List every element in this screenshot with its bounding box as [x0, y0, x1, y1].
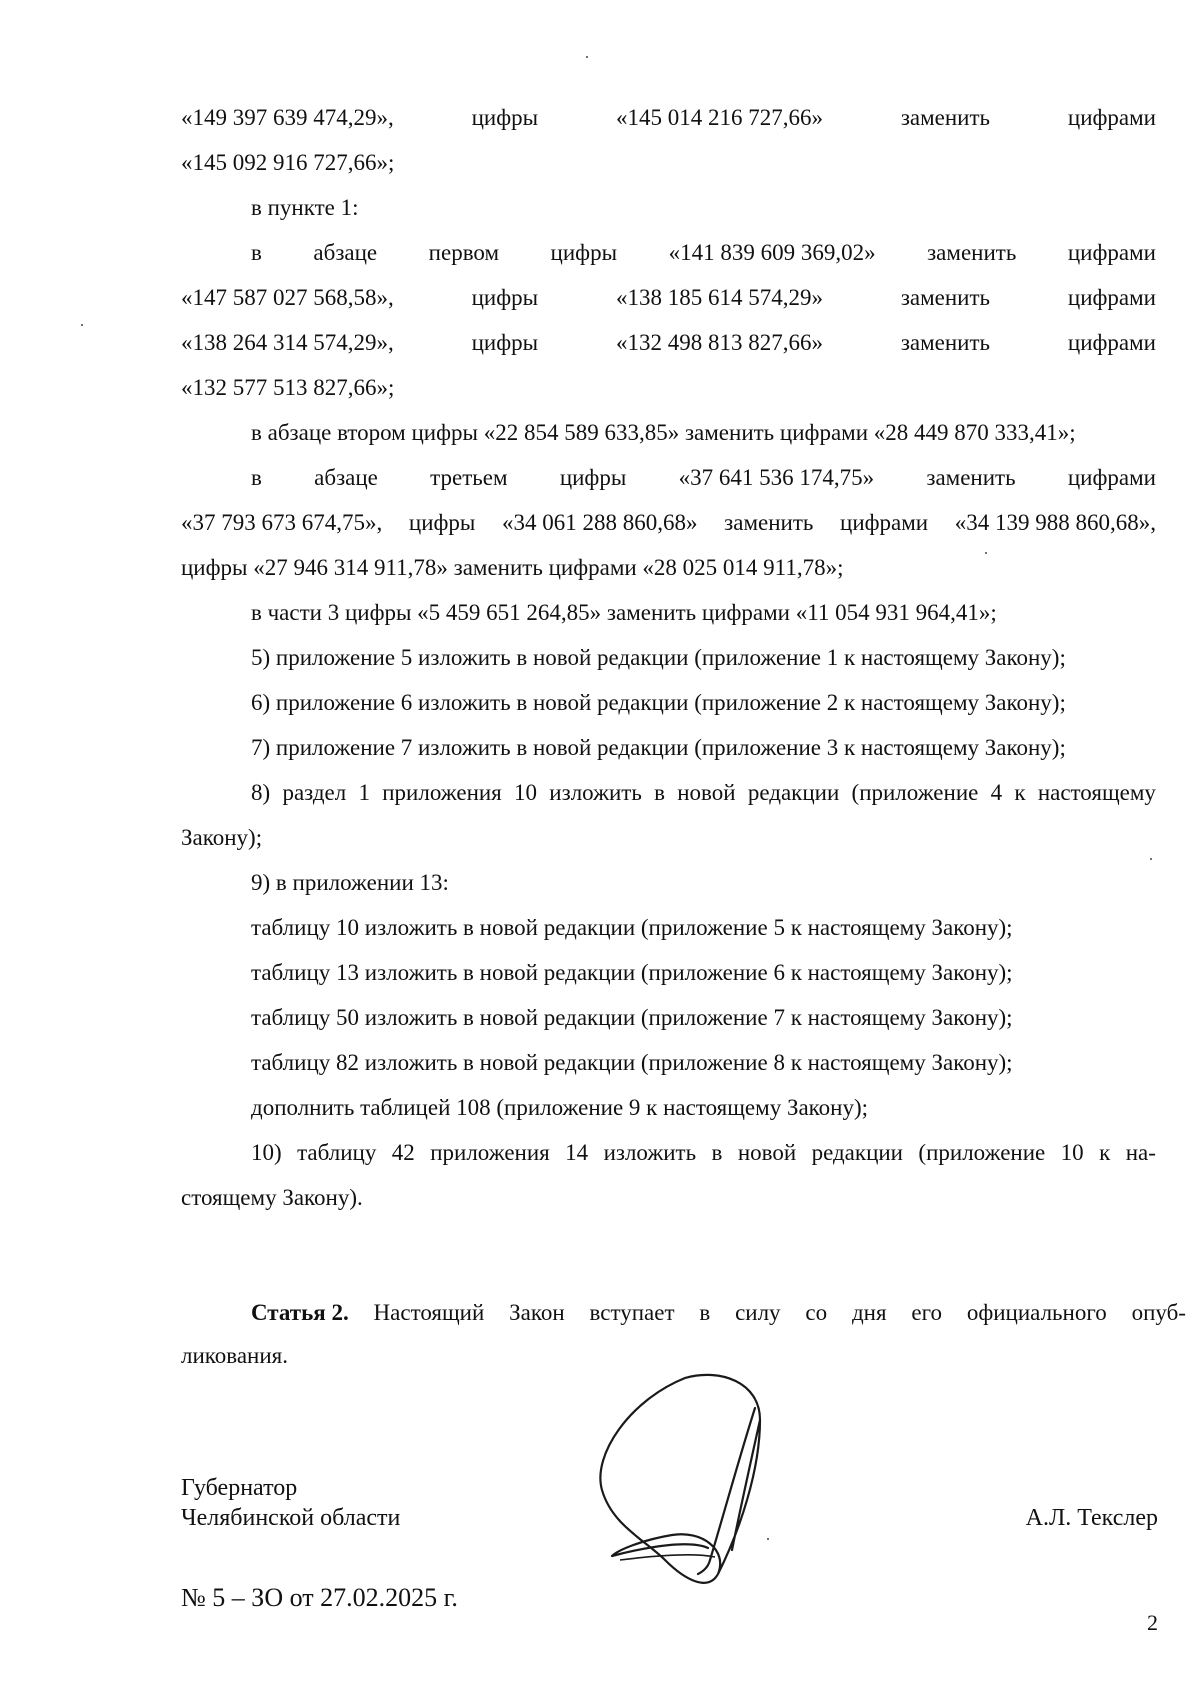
- body-word: заменить: [926, 465, 1016, 490]
- body-word: «34 061 288 860,68»: [502, 510, 698, 535]
- body-word: цифрами: [1067, 240, 1156, 265]
- body-word: «37 641 536 174,75»: [678, 465, 875, 490]
- body-line: таблицу 13 изложить в новой редакции (приложение 6 к настоящему Закону);: [251, 960, 1013, 985]
- body-word: редакции: [747, 780, 840, 805]
- body-word: цифры: [550, 240, 618, 265]
- body-line: 5) приложение 5 изложить в новой редакции (приложение 1 к настоящему Закону);: [251, 645, 1066, 670]
- body-word: в: [711, 1140, 723, 1165]
- body-word: «34 139 988 860,68»,: [954, 510, 1156, 535]
- body-word: изложить: [549, 780, 642, 805]
- governor-title-line2: Челябинской области: [181, 1505, 401, 1531]
- governor-name: А.Л. Текслер: [1025, 1505, 1158, 1531]
- body-line: [181, 508, 1156, 538]
- body-line: [251, 778, 1156, 808]
- body-word: цифры: [559, 465, 627, 490]
- law-number-date: № 5 – ЗО от 27.02.2025 г.: [181, 1583, 458, 1612]
- body-word: «138 185 614 574,29»: [615, 285, 823, 310]
- body-word: 10: [514, 780, 538, 805]
- body-word: настоящему: [1037, 780, 1156, 805]
- body-line: дополнить таблицей 108 (приложение 9 к настоящему Закону);: [251, 1095, 869, 1120]
- body-line: [251, 1138, 1156, 1168]
- article-2-word: в: [699, 1300, 711, 1325]
- body-word: цифрами: [1067, 330, 1156, 355]
- scan-speck: [586, 56, 588, 58]
- body-line: цифры «27 946 314 911,78» заменить цифрами «28 025 014 911,78»;: [181, 555, 844, 580]
- scan-speck: [1150, 858, 1152, 860]
- body-word: новой: [737, 1140, 797, 1165]
- body-word: заменить: [927, 240, 1017, 265]
- body-word: 4: [990, 780, 1003, 805]
- body-word: заменить: [900, 105, 991, 130]
- body-word: цифры: [471, 330, 539, 355]
- body-word: третьем: [430, 465, 508, 490]
- body-word: цифрами: [1067, 105, 1156, 130]
- handwritten-signature: [590, 1360, 780, 1600]
- body-line: в пункте 1:: [251, 195, 359, 220]
- body-word: «141 839 609 369,02»: [668, 240, 876, 265]
- body-word: «149 397 639 474,29»,: [181, 105, 394, 130]
- body-word: цифры: [471, 285, 539, 310]
- body-line: [181, 103, 1156, 133]
- body-line: стоящему Закону).: [181, 1185, 363, 1210]
- body-word: «145 014 216 727,66»: [615, 105, 823, 130]
- body-word: 10): [251, 1140, 282, 1165]
- article-2-line: [251, 1298, 1186, 1328]
- article-2-label: Статья 2.: [251, 1300, 349, 1325]
- body-word: к: [1014, 780, 1026, 805]
- body-line: 9) в приложении 13:: [251, 870, 449, 895]
- article-2-word: вступает: [589, 1300, 675, 1325]
- scan-speck: [81, 324, 83, 326]
- body-word: 14: [565, 1140, 589, 1165]
- body-line: [251, 463, 1156, 493]
- body-word: таблицу: [297, 1140, 377, 1165]
- body-word: 1: [358, 780, 370, 805]
- body-word: заменить: [900, 330, 991, 355]
- body-word: «138 264 314 574,29»,: [181, 330, 394, 355]
- body-word: раздел: [282, 780, 347, 805]
- body-word: «37 793 673 674,75»,: [181, 510, 383, 535]
- article-2-word: дня: [851, 1300, 887, 1325]
- body-word: «147 587 027 568,58»,: [181, 285, 394, 310]
- body-word: «132 498 813 827,66»: [615, 330, 823, 355]
- body-line: «145 092 916 727,66»;: [181, 150, 395, 175]
- body-line: таблицу 82 изложить в новой редакции (приложение 8 к настоящему Закону);: [251, 1050, 1013, 1075]
- body-word: новой: [677, 780, 736, 805]
- article-2-word: Закон: [509, 1300, 565, 1325]
- body-word: изложить: [603, 1140, 697, 1165]
- body-word: редакции: [811, 1140, 903, 1165]
- body-word: приложения: [430, 1140, 550, 1165]
- body-line: [181, 283, 1156, 313]
- body-line: 6) приложение 6 изложить в новой редакции (приложение 2 к настоящему Закону);: [251, 690, 1066, 715]
- body-word: (приложение: [851, 780, 979, 805]
- body-word: приложения: [382, 780, 502, 805]
- scan-speck: [985, 552, 987, 554]
- body-word: к: [1099, 1140, 1111, 1165]
- body-word: абзаце: [314, 465, 378, 490]
- article-2-word: его: [911, 1300, 942, 1325]
- page-number: 2: [1147, 1610, 1158, 1635]
- body-line: в абзаце втором цифры «22 854 589 633,85» заменить цифрами «28 449 870 333,41»;: [251, 420, 1076, 445]
- body-line: 7) приложение 7 изложить в новой редакции (приложение 3 к настоящему Закону);: [251, 735, 1066, 760]
- article-2-word: официального: [966, 1300, 1107, 1325]
- body-word: цифрами: [1067, 465, 1156, 490]
- article-2-word: со: [805, 1300, 828, 1325]
- body-word: абзаце: [313, 240, 378, 265]
- body-word: на-: [1125, 1140, 1156, 1165]
- scan-speck: [767, 1538, 769, 1540]
- body-line: Закону);: [181, 825, 263, 850]
- body-word: заменить: [900, 285, 991, 310]
- article-2-word: опуб-: [1131, 1300, 1186, 1325]
- body-word: заменить: [724, 510, 814, 535]
- body-word: 42: [391, 1140, 415, 1165]
- governor-title-line1: Губернатор: [181, 1475, 298, 1501]
- body-word: 8): [251, 780, 271, 805]
- article-2-word: силу: [735, 1300, 781, 1325]
- body-word: в: [251, 240, 262, 265]
- body-word: 10: [1060, 1140, 1084, 1165]
- body-line: таблицу 50 изложить в новой редакции (приложение 7 к настоящему Закону);: [251, 1005, 1013, 1030]
- article-2-word: Настоящий: [373, 1300, 485, 1325]
- body-word: в: [654, 780, 665, 805]
- body-word: в: [251, 465, 262, 490]
- body-line: [181, 328, 1156, 358]
- body-word: цифры: [408, 510, 476, 535]
- body-word: (приложение: [918, 1140, 1046, 1165]
- body-line: «132 577 513 827,66»;: [181, 375, 395, 400]
- body-line: [251, 238, 1156, 268]
- body-word: цифры: [471, 105, 539, 130]
- body-line: в части 3 цифры «5 459 651 264,85» заменить цифрами «11 054 931 964,41»;: [251, 600, 997, 625]
- body-word: первом: [428, 240, 500, 265]
- body-word: цифрами: [1067, 285, 1156, 310]
- body-line: таблицу 10 изложить в новой редакции (приложение 5 к настоящему Закону);: [251, 915, 1013, 940]
- body-word: цифрами: [840, 510, 929, 535]
- article-2-continuation: ликования.: [181, 1343, 289, 1368]
